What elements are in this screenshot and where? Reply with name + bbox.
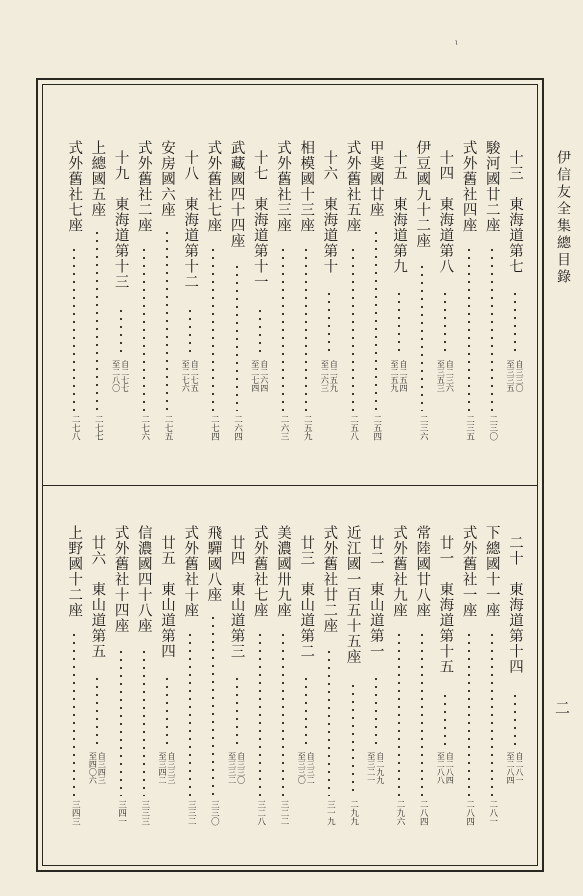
- leader-dots: [143, 648, 145, 796]
- leader-dots: [96, 229, 98, 411]
- range-end: 至二六三: [320, 360, 330, 392]
- leader-dots: [328, 290, 330, 356]
- page-number-ref: 二九六: [395, 800, 405, 826]
- toc-subentry: 式外舊社十四座: [112, 525, 129, 634]
- leader-dots: [120, 307, 122, 356]
- page-number-ref: 二六四: [232, 415, 243, 441]
- range-end: 至三二一: [366, 752, 376, 784]
- page-number-ref: 二七四: [209, 415, 220, 441]
- range-start: 自二三六: [445, 360, 455, 392]
- page-number: 二: [553, 700, 571, 715]
- range-start: 自二七五: [190, 360, 200, 392]
- section-divider: [42, 485, 538, 486]
- toc-subentry: 式外舊社十座: [182, 525, 199, 618]
- page-number-ref: 二五四: [371, 415, 382, 441]
- page-range: [506, 752, 524, 812]
- page-number-ref: 三二八: [255, 800, 266, 826]
- range-start: 自三三〇: [515, 360, 524, 392]
- page-number-ref: 二九九: [348, 800, 359, 826]
- page-number-ref: 二五九: [302, 415, 313, 441]
- toc-province-entry: 下總國十一座: [483, 525, 500, 618]
- page-range: [297, 752, 315, 812]
- page-number-ref: 二八一: [487, 800, 498, 826]
- leader-dots: [375, 675, 377, 748]
- range-end: 至三三五: [506, 360, 515, 392]
- range-end: 至三四二: [158, 752, 167, 784]
- page-number-ref: 三三〇: [209, 800, 220, 826]
- page-number-ref: 三四三: [70, 800, 81, 826]
- toc-chapter-heading: 十四 東海道第八: [437, 150, 454, 274]
- range-end: 至二八〇: [111, 360, 121, 392]
- leader-dots: [514, 290, 516, 356]
- page-number-ref: 二八四: [464, 800, 475, 826]
- page-range: [320, 360, 338, 420]
- page-number-ref: 二三〇: [487, 415, 498, 441]
- range-end: 至二七六: [181, 360, 191, 392]
- toc-chapter-heading: 十五 東海道第九: [391, 150, 407, 274]
- range-start: 自二八一: [515, 752, 524, 784]
- toc-subentry: 式外舊社廿二座: [321, 525, 338, 634]
- toc-chapter-heading: 廿二 東山道第一: [367, 535, 384, 659]
- page-range: [390, 360, 408, 420]
- leader-dots: [143, 246, 145, 411]
- leader-dots: [73, 246, 75, 411]
- page-number-ref: 二七七: [93, 415, 104, 441]
- toc-chapter-heading: 十六 東海道第十: [321, 150, 338, 274]
- toc-chapter-heading: 十八 東海道第十二: [182, 150, 199, 290]
- leader-dots: [96, 675, 98, 748]
- range-end: 至二八八: [436, 752, 446, 784]
- toc-province-entry: 甲斐國廿座: [367, 140, 384, 218]
- toc-province-entry: 伊豆國九十二座: [414, 140, 431, 249]
- toc-province-entry: 武藏國四十四座: [228, 140, 245, 249]
- toc-province-entry: 安房國六座: [159, 140, 175, 218]
- toc-chapter-heading: 廿一 東海道第十五: [437, 535, 454, 675]
- range-start: 自二五九: [329, 360, 339, 392]
- page-range: [251, 360, 269, 420]
- page-number-ref: 二五八: [348, 415, 359, 441]
- leader-dots: [444, 290, 446, 356]
- range-end: 至三三〇: [297, 752, 307, 784]
- leader-dots: [189, 631, 191, 796]
- range-end: 至二五九: [390, 360, 399, 392]
- page-range: [436, 360, 454, 420]
- leader-dots: [212, 246, 214, 411]
- leader-dots: [166, 675, 168, 748]
- toc-chapter-heading: 廿三 東山道第二: [298, 535, 315, 659]
- page-range: [506, 360, 524, 420]
- running-title: 伊信友全集總目錄: [555, 150, 571, 286]
- range-start: 自三三〇: [236, 752, 246, 784]
- leader-dots: [352, 682, 354, 796]
- toc-chapter-heading: 廿五 東山道第四: [159, 535, 175, 659]
- toc-chapter-heading: 十九 東海道第十三: [112, 150, 129, 290]
- range-end: 至三五三: [436, 360, 446, 392]
- page-number-ref: 二三六: [418, 415, 429, 441]
- leader-dots: [375, 229, 377, 411]
- leader-dots: [212, 614, 214, 796]
- range-start: 自二八四: [445, 752, 455, 784]
- leader-dots: [352, 246, 354, 411]
- leader-dots: [398, 631, 400, 796]
- page-range: [112, 360, 130, 420]
- toc-subentry: 式外舊社二座: [135, 140, 152, 233]
- leader-dots: [468, 631, 470, 796]
- toc-province-entry: 上總國五座: [89, 140, 106, 218]
- leader-dots: [259, 307, 261, 356]
- leader-dots: [282, 631, 284, 796]
- toc-subentry: 式外舊社七座: [66, 140, 83, 233]
- leader-dots: [305, 246, 307, 411]
- leader-dots: [305, 675, 307, 748]
- page-range: [228, 752, 246, 812]
- toc-chapter-heading: 十三 東海道第七: [507, 150, 523, 274]
- leader-dots: [491, 631, 493, 796]
- page-number-ref: 二六三: [279, 415, 289, 441]
- toc-subentry: 式外舊社五座: [344, 140, 361, 233]
- leader-dots: [282, 246, 284, 411]
- leader-dots: [236, 675, 238, 748]
- toc-province-entry: 上野國十二座: [66, 525, 83, 618]
- page-number-ref: 二七六: [139, 415, 150, 441]
- leader-dots: [421, 631, 423, 796]
- page-range: [181, 360, 199, 420]
- toc-province-entry: 相模國十三座: [298, 140, 315, 233]
- toc-province-entry: 常陸國廿八座: [414, 525, 431, 618]
- leader-dots: [259, 631, 261, 796]
- toc-province-entry: 美濃國卅九座: [275, 525, 291, 618]
- leader-dots: [468, 246, 470, 411]
- toc-subentry: 式外舊社四座: [460, 140, 477, 233]
- toc-subentry: 式外舊社七座: [251, 525, 268, 618]
- range-end: 至三三二: [227, 752, 237, 784]
- range-start: 自三三三: [167, 752, 176, 784]
- leader-dots: [421, 263, 423, 411]
- range-start: 自三四三: [97, 752, 107, 784]
- leader-dots: [514, 692, 516, 748]
- leader-dots: [444, 692, 446, 748]
- toc-chapter-heading: 二十 東海道第十四: [507, 535, 523, 675]
- leader-dots: [328, 648, 330, 796]
- range-end: 至二八四: [506, 752, 515, 784]
- page-range: [436, 752, 454, 812]
- toc-chapter-heading: 十七 東海道第十一: [251, 150, 268, 290]
- page-range: [158, 752, 176, 812]
- toc-subentry: 式外舊社三座: [275, 140, 291, 233]
- leader-dots: [236, 263, 238, 411]
- range-end: 至二七四: [250, 360, 260, 392]
- page-number-ref: 三二二: [279, 800, 289, 826]
- page-number-ref: 三一九: [325, 800, 336, 826]
- range-start: 自二九九: [375, 752, 385, 784]
- print-speck: ɩ: [455, 38, 459, 47]
- leader-dots: [166, 229, 168, 411]
- page-range: [367, 752, 385, 812]
- range-start: 自三三二: [306, 752, 316, 784]
- leader-dots: [189, 307, 191, 356]
- leader-dots: [120, 648, 122, 796]
- leader-dots: [398, 290, 400, 356]
- range-start: 自二七七: [120, 360, 130, 392]
- range-start: 自二六四: [259, 360, 269, 392]
- toc-province-entry: 近江國一百五十五座: [344, 525, 361, 665]
- toc-province-entry: 駿河國廿二座: [483, 140, 500, 233]
- leader-dots: [73, 631, 75, 796]
- toc-province-entry: 飛驒國八座: [205, 525, 222, 603]
- page-range: [88, 752, 106, 812]
- page-number-ref: 二七八: [70, 415, 81, 441]
- range-start: 自二五四: [399, 360, 408, 392]
- leader-dots: [491, 246, 493, 411]
- range-end: 至四〇六: [88, 752, 98, 784]
- toc-subentry: 式外舊社一座: [460, 525, 477, 618]
- toc-subentry: 式外舊社九座: [391, 525, 407, 618]
- page-number-ref: 二七五: [163, 415, 173, 441]
- page-number-ref: 三三二: [186, 800, 197, 826]
- toc-province-entry: 信濃國四十八座: [135, 525, 152, 634]
- page-number-ref: 三四一: [116, 800, 127, 826]
- page-number-ref: 三三三: [139, 800, 150, 826]
- toc-chapter-heading: 廿四 東山道第三: [228, 535, 245, 659]
- page-number-ref: 二三五: [464, 415, 475, 441]
- page-number-ref: 二八四: [418, 800, 429, 826]
- toc-subentry: 式外舊社七座: [205, 140, 222, 233]
- toc-chapter-heading: 廿六 東山道第五: [89, 535, 106, 659]
